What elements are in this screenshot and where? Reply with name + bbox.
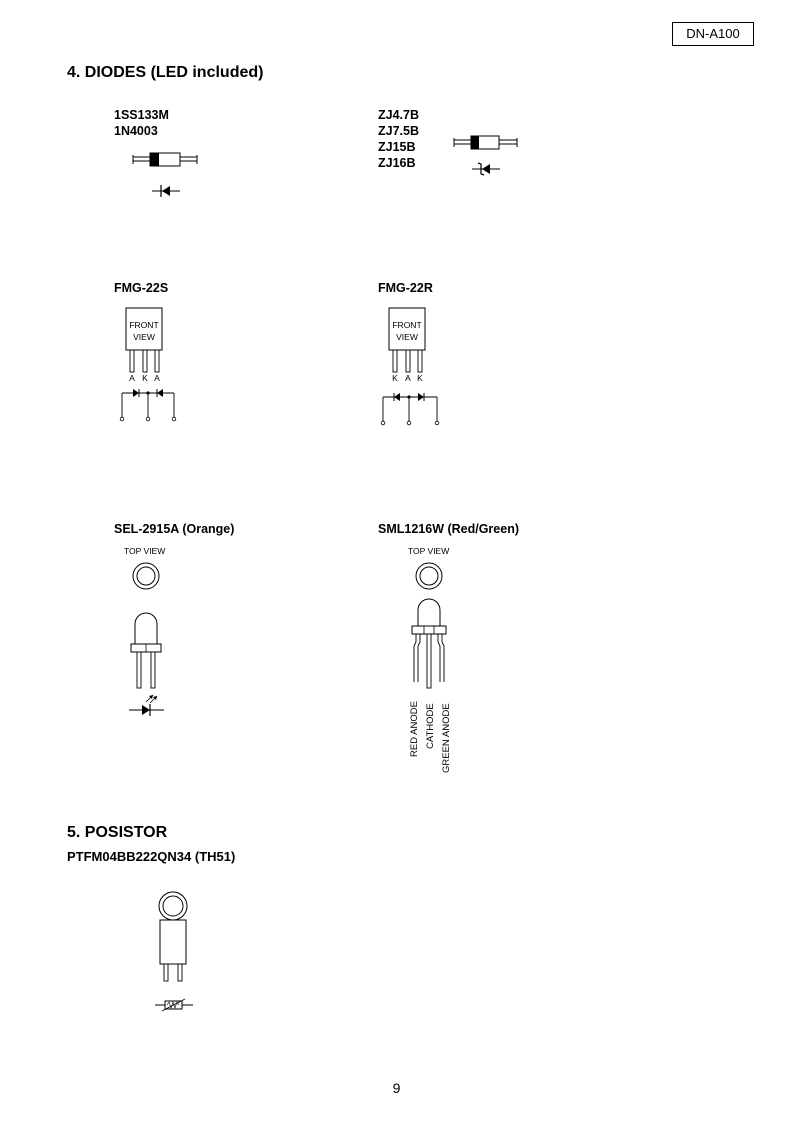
pin-label: K xyxy=(417,373,423,383)
front-view-text: FRONT xyxy=(392,320,422,330)
model-number-box: DN-A100 xyxy=(672,22,754,46)
front-view-text: VIEW xyxy=(133,332,155,342)
posistor-part-label: PTFM04BB222QN34 (TH51) xyxy=(67,849,236,864)
led-pin-labels xyxy=(403,690,463,780)
front-view-text: FRONT xyxy=(129,320,159,330)
led-orange-diagram xyxy=(120,558,180,718)
part-label: 1N4003 xyxy=(114,124,158,138)
top-view-label: TOP VIEW xyxy=(408,546,450,556)
zener-group-labels xyxy=(378,107,419,171)
front-view-text: VIEW xyxy=(396,332,418,342)
part-label: 1SS133M xyxy=(114,108,169,122)
pin-label: K xyxy=(142,373,148,383)
pin-label: A xyxy=(405,373,411,383)
page-number: 9 xyxy=(392,1080,401,1096)
sml1216w-label: SML1216W (Red/Green) xyxy=(378,522,520,536)
sel2915a-label: SEL-2915A (Orange) xyxy=(114,522,235,536)
pin-label: K xyxy=(392,373,398,383)
part-label: ZJ15B xyxy=(378,140,416,154)
diode-symbol xyxy=(150,182,182,200)
top-view-label: TOP VIEW xyxy=(124,546,166,556)
zener-diode-symbol xyxy=(470,160,502,180)
fmg22s-label: FMG-22S xyxy=(114,281,169,295)
section-5-title: 5. POSISTOR xyxy=(67,824,168,841)
part-label: ZJ4.7B xyxy=(378,108,419,122)
pin-label: RED ANODE xyxy=(409,701,420,757)
zener-glass-body xyxy=(450,133,530,155)
fmg22r-label: FMG-22R xyxy=(378,281,433,295)
fmg22s-diagram xyxy=(118,305,198,430)
pin-label: A xyxy=(129,373,135,383)
diode-group-a-labels xyxy=(114,107,169,139)
pin-label: GREEN ANODE xyxy=(441,703,452,773)
pin-label: A xyxy=(154,373,160,383)
posistor-diagram xyxy=(150,888,210,1018)
part-label: ZJ16B xyxy=(378,156,416,170)
pin-label: CATHODE xyxy=(425,703,436,749)
fmg22r-diagram xyxy=(381,305,461,430)
section-4-title: 4. DIODES (LED included) xyxy=(67,64,264,81)
part-label: ZJ7.5B xyxy=(378,124,419,138)
